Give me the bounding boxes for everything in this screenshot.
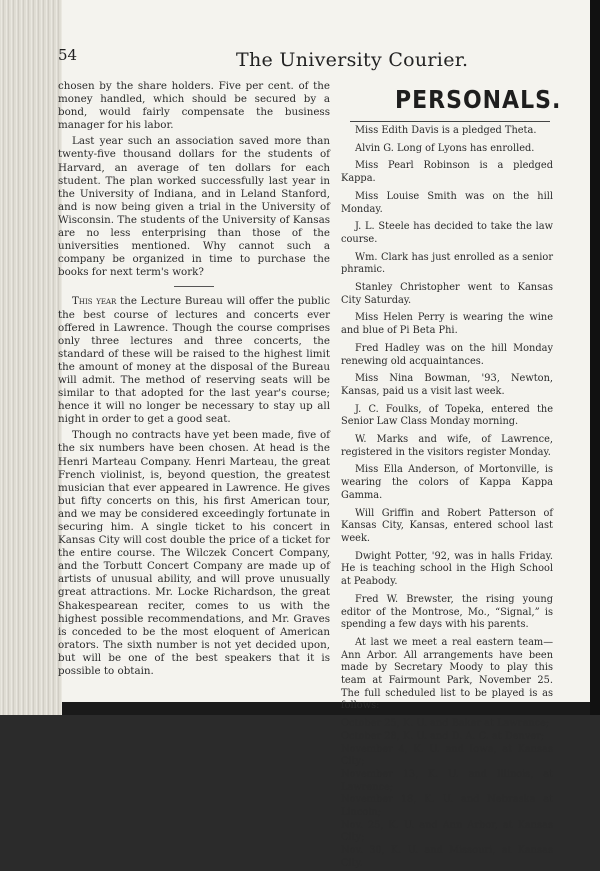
schedule-line: Nov. 25, K. U. and Ann Arbor, at Kansas City; xyxy=(341,819,553,844)
schedule-line: November 4, K. U. and Iowa, at Kansas City; xyxy=(341,743,553,768)
schedule-line: November 13, K. U. and Illinois, at Lawrence; xyxy=(341,768,553,793)
paragraph: chosen by the share holders. Five per cent. of the money handled, which should be secured by a bond, would fairly compensate the business manager for his labor. xyxy=(58,80,330,132)
section-divider xyxy=(174,286,214,287)
running-title: The University Courier. xyxy=(236,49,469,71)
football-schedule xyxy=(341,718,553,870)
personal-item: W. Marks and wife, of Lawrence, registered in the visitors register Monday. xyxy=(341,434,553,458)
book-page-edges xyxy=(0,0,62,715)
schedule-line: October 25, K. U. and Baker at Lawrence; xyxy=(341,718,550,730)
personal-item: Miss Edith Davis is a pledged Theta. xyxy=(355,125,537,136)
paragraph-text: the Lecture Bureau will offer the public the best course of lectures and concerts ever offered in Lawrence. Though the course comprises only three lectures and three concerts, the standard of these will be raised to the highest limit the amount of money at the disposal of the Bureau will admit. The method of reserving seats will be similar to that adopted for the last year's course; hence it will no longer be necessary to stay up all night in order to get a good seat. xyxy=(58,295,330,426)
paragraph: Though no contracts have yet been made, five of the six numbers have been chosen. At head is the Henri Marteau Company. Henri Marteau, the great French violinist, is, beyond question, the greatest musician that ever appeared in Lawrence. He gives but fifty concerts on this, his first American tour, and we may be considered exceedingly fortunate in securing him. A single ticket to his concert in Kansas City will cost double the price of a ticket for the entire course. The Wilczek Concert Company, and the Torbutt Concert Company are made up of artists of unusual ability, and will prove unusually great attractions. Mr. Locke Richardson, the great Shakespearean reciter, comes to us with the highest possible recommendations, and Mr. Graves is conceded to be the most eloquent of American orators. The sixth number is not yet decided upon, but will be one of the best speakers that it is possible to obtain. xyxy=(58,429,330,678)
schedule-line: Nov. 30, K. U. and Missouri, at Kansas City. xyxy=(341,845,553,869)
personal-item: Dwight Potter, '92, was in halls Friday. He is teaching school in the High School at Peabody. xyxy=(341,550,553,588)
schedule-line: November 18, K. U. and Nebraska at Lincoln; xyxy=(341,794,553,819)
personal-item: Miss Helen Perry is wearing the wine and blue of Pi Beta Phi. xyxy=(341,312,553,337)
personal-item: Miss Louise Smith was on the hill Monday. xyxy=(341,190,553,215)
personal-item: Miss Pearl Robinson is a pledged Kappa. xyxy=(341,160,553,185)
personal-item: Stanley Christopher went to Kansas City Saturday. xyxy=(341,282,553,306)
lecture-bureau-paragraph xyxy=(58,295,330,426)
paragraph: Last year such an association saved more than twenty-five thousand dollars for the students of Harvard, an average of ten dollars for each student. The plan worked successfully last year in the University of Indiana, and in Leland Stanford, and is now being given a trial in the University of Wisconsin. The students of the University of Kansas are no less enterprising than those of the universities mentioned. Why cannot such a company be organized in time to purchase the books for next term's work? xyxy=(58,135,330,279)
personals-heading: PERSONALS. xyxy=(395,86,562,115)
right-column xyxy=(341,125,553,871)
personal-item: Wm. Clark has just enrolled as a senior phramic. xyxy=(341,251,553,276)
personal-item: Alvin G. Long of Lyons has enrolled. xyxy=(355,142,535,154)
personal-item: J. L. Steele has decided to take the law course. xyxy=(341,221,553,245)
personal-item: Will Griffin and Robert Patterson of Kansas City, Kansas, entered school last week. xyxy=(341,507,553,544)
lead-in: This year xyxy=(72,295,117,308)
personal-item: Fred Hadley was on the hill Monday renewing old acquaintances. xyxy=(341,342,553,367)
personal-item: J. C. Foulks, of Topeka, entered the Senior Law Class Monday morning. xyxy=(341,403,553,428)
page-number: 54 xyxy=(58,46,78,64)
personal-item: Fred W. Brewster, the rising young editor of the Montrose, Mo., “Signal,” is spending a few days with his parents. xyxy=(341,593,553,631)
football-intro: At last we meet a real eastern team—Ann Arbor. All arrangements have been made by Secretary Moody to play this team at Fairmount Park, November 25. The full scheduled list to be played is as follows: xyxy=(341,636,553,712)
schedule-line: October 28, K. U. and D. A. C. at Denver; xyxy=(341,730,545,742)
personal-item: Miss Ella Anderson, of Mortonville, is wearing the colors of Kappa Kappa Gamma. xyxy=(341,464,553,501)
left-column xyxy=(58,80,330,681)
personal-item: Miss Nina Bowman, '93, Newton, Kansas, paid us a visit last week. xyxy=(341,373,553,397)
scan-border xyxy=(590,0,600,715)
heading-rule xyxy=(350,121,550,122)
